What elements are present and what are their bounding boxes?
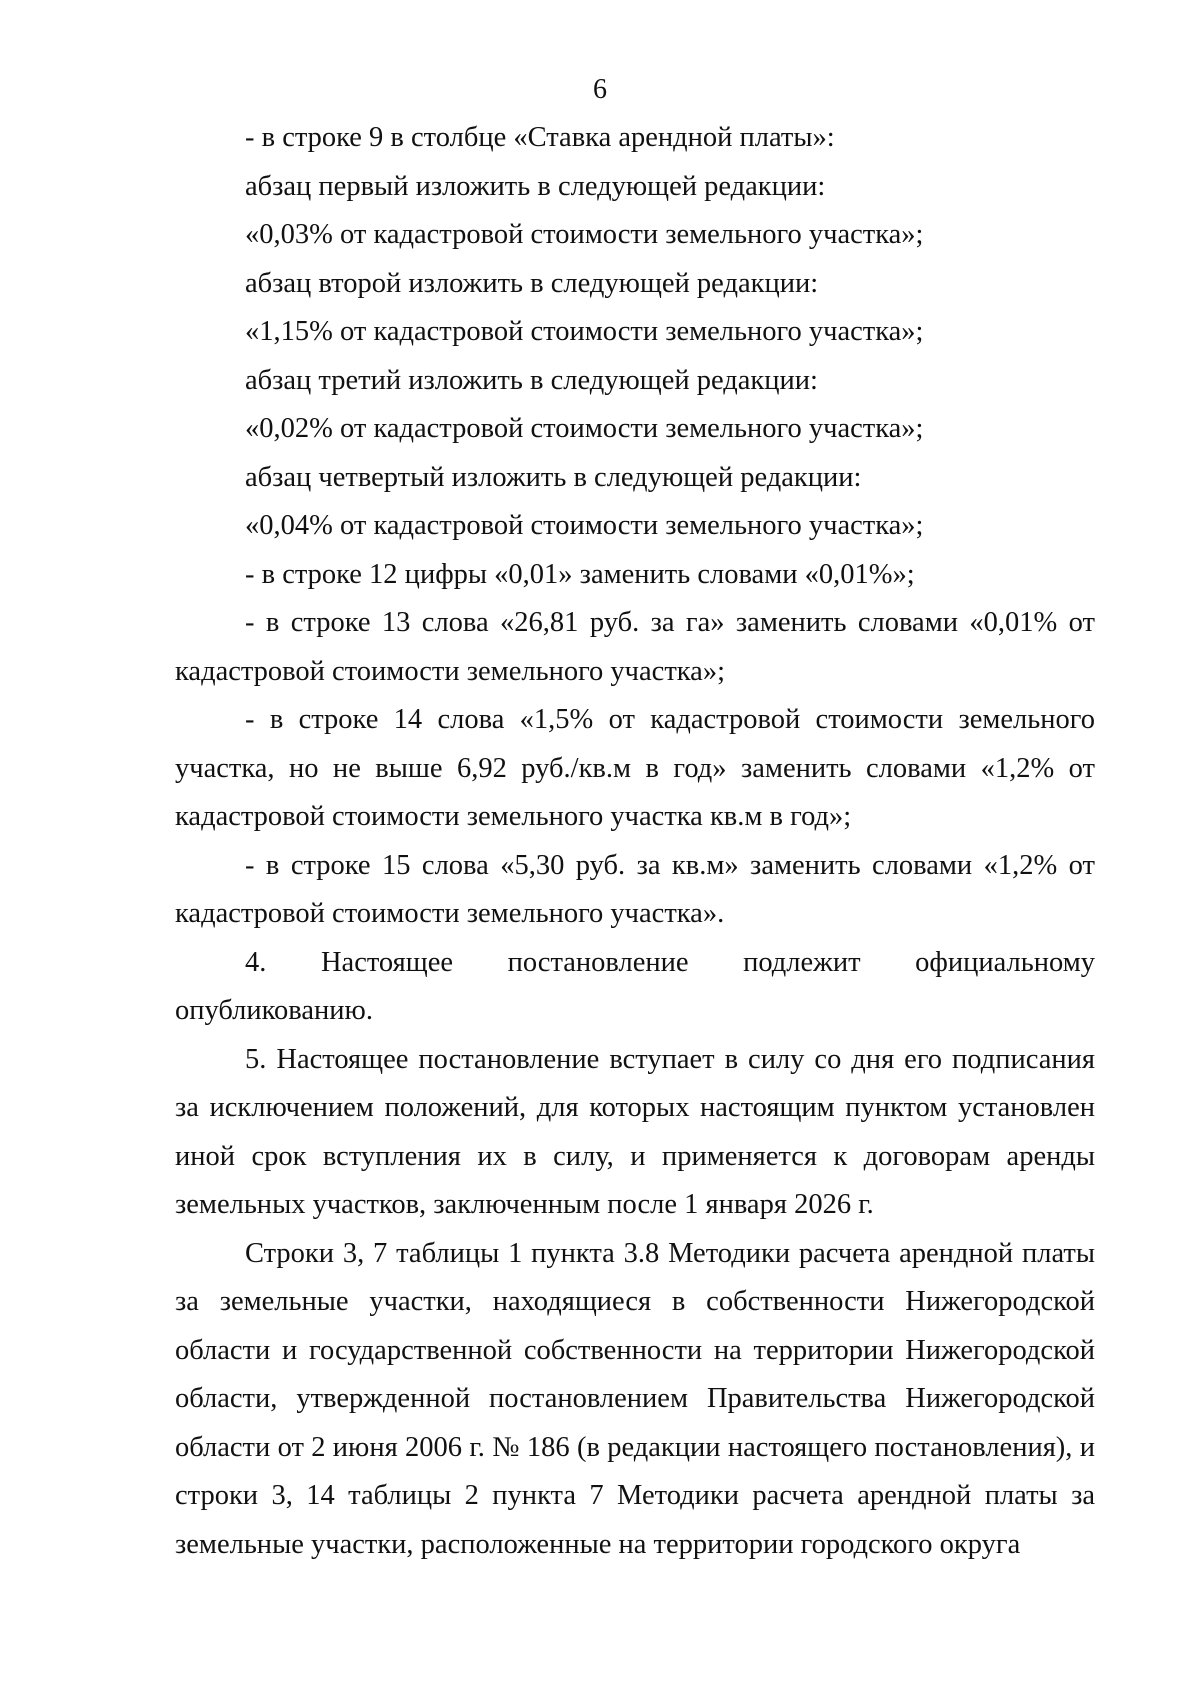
paragraph-item-4: 4. Настоящее постановление подлежит официальному опубликованию.	[175, 946, 1095, 1026]
document-body	[175, 114, 1095, 1569]
paragraph-item-5: 5. Настоящее постановление вступает в силу со дня его подписания за исключением положений, для которых настоящим пунктом установлен иной срок вступления их в силу, и применяется к договорам аренды земельных участков, заключенным после 1 января 2026 г.	[175, 1043, 1095, 1220]
paragraph-row-15: - в строке 15 слова «5,30 руб. за кв.м» заменить словами «1,2% от кадастровой стоимости земельного участка».	[175, 849, 1095, 929]
paragraph-abzac-4-instruction: абзац четвертый изложить в следующей редакции:	[245, 461, 862, 493]
paragraph-row-14: - в строке 14 слова «1,5% от кадастровой стоимости земельного участка, но не выше 6,92 руб./кв.м в год» заменить словами «1,2% от кадастровой стоимости земельного участка кв.м в год»;	[175, 704, 1095, 832]
paragraph-abzac-2-text: «1,15% от кадастровой стоимости земельного участка»;	[245, 316, 924, 347]
paragraph-abzac-1-instruction: абзац первый изложить в следующей редакции:	[245, 170, 826, 202]
page-number: 6	[593, 74, 607, 105]
paragraph-row-13: - в строке 13 слова «26,81 руб. за га» заменить словами «0,01% от кадастровой стоимости земельного участка»;	[175, 607, 1095, 687]
paragraph-row-12: - в строке 12 цифры «0,01» заменить словами «0,01%»;	[245, 558, 915, 590]
paragraph-rows-3-7: Строки 3, 7 таблицы 1 пункта 3.8 Методики расчета арендной платы за земельные участки, находящиеся в собственности Нижегородской области и государственной собственности на территории Нижегородской области, утвержденной постановлением Правительства Нижегородской области от 2 июня 2006 г. № 186 (в редакции настоящего постановления), и строки 3, 14 таблицы 2 пункта 7 Методики расчета арендной платы за земельные участки, расположенные на территории городского округа	[175, 1237, 1095, 1560]
paragraph-abzac-3-text: «0,02% от кадастровой стоимости земельного участка»;	[245, 413, 924, 444]
paragraph-abzac-4-text: «0,04% от кадастровой стоимости земельного участка»;	[245, 510, 924, 541]
paragraph-abzac-2-instruction: абзац второй изложить в следующей редакции:	[245, 267, 819, 299]
paragraph-row-9: - в строке 9 в столбце «Ставка арендной платы»:	[245, 122, 835, 153]
paragraph-abzac-3-instruction: абзац третий изложить в следующей редакции:	[245, 364, 818, 396]
paragraph-abzac-1-text: «0,03% от кадастровой стоимости земельного участка»;	[245, 219, 924, 250]
